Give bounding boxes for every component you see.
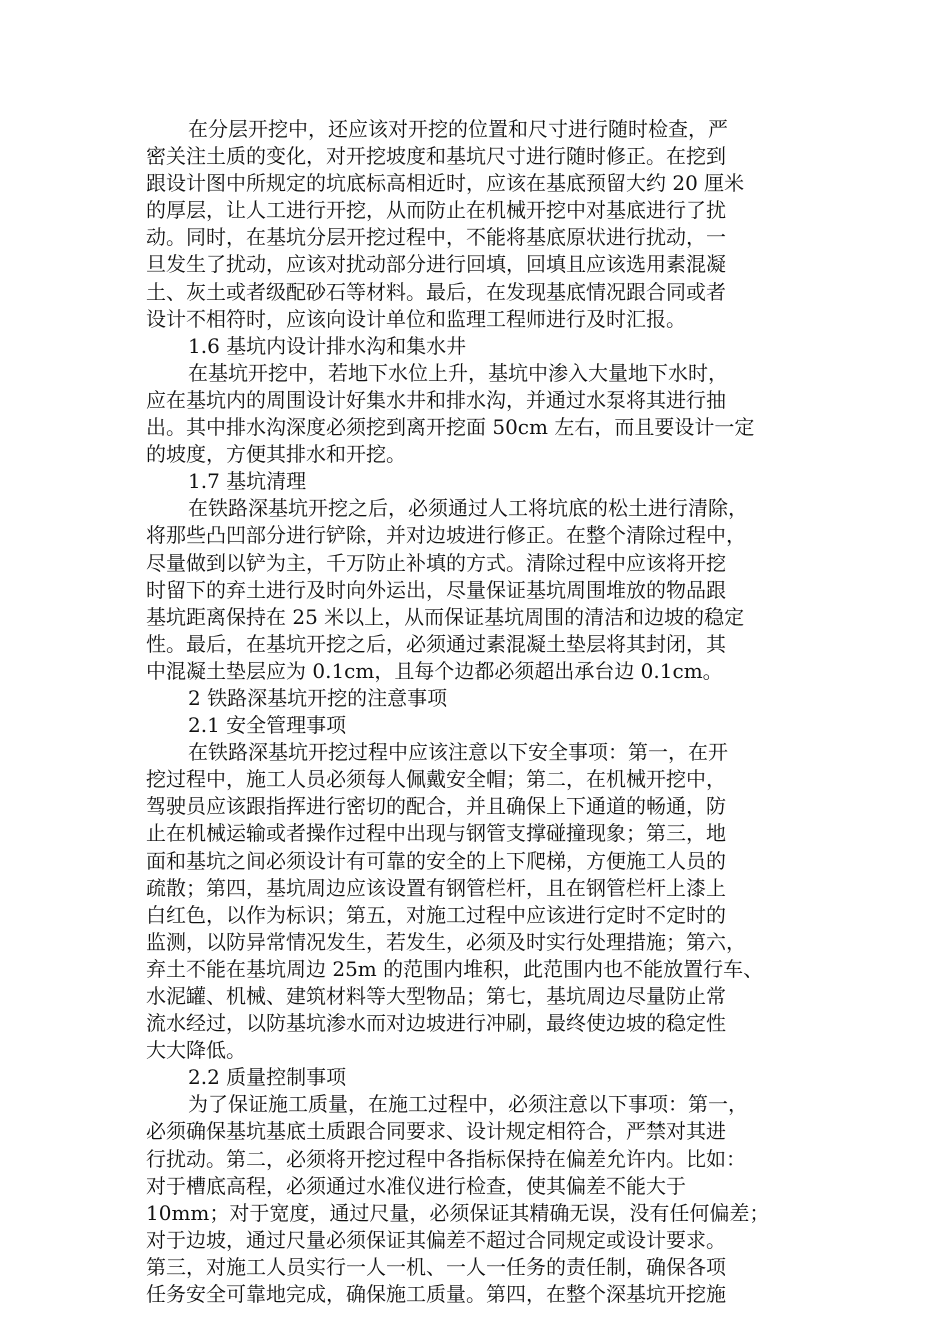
text-line: 疏散；第四，基坑周边应该设置有钢管栏杆，且在钢管栏杆上漆上 bbox=[146, 875, 726, 900]
text-line: 中混凝土垫层应为 0.1cm，且每个边都必须超出承台边 0.1cm。 bbox=[146, 658, 723, 683]
text-line: 10mm；对于宽度，通过尺量，必须保证其精确无误，没有任何偏差； bbox=[146, 1200, 770, 1225]
text-line: 将那些凸凹部分进行铲除，并对边坡进行修正。在整个清除过程中， bbox=[146, 523, 746, 548]
text-line: 1.6 基坑内设计排水沟和集水井 bbox=[188, 333, 467, 358]
text-line: 任务安全可靠地完成，确保施工质量。第四，在整个深基坑开挖施 bbox=[146, 1282, 726, 1307]
text-line: 的厚层，让人工进行开挖，从而防止在机械开挖中对基底进行了扰 bbox=[146, 198, 726, 223]
text-line: 2.1 安全管理事项 bbox=[188, 713, 347, 738]
text-line: 旦发生了扰动，应该对扰动部分进行回填，回填且应该选用素混凝 bbox=[146, 252, 726, 277]
text-line: 在铁路深基坑开挖之后，必须通过人工将坑底的松土进行清除， bbox=[188, 496, 748, 521]
text-line: 性。最后，在基坑开挖之后，必须通过素混凝土垫层将其封闭，其 bbox=[146, 631, 726, 656]
text-line: 基坑距离保持在 25 米以上，从而保证基坑周围的清洁和边坡的稳定 bbox=[146, 604, 745, 629]
text-line: 第三，对施工人员实行一人一机、一人一任务的责任制，确保各项 bbox=[146, 1254, 726, 1279]
text-line: 的坡度，方便其排水和开挖。 bbox=[146, 442, 406, 467]
text-line: 面和基坑之间必须设计有可靠的安全的上下爬梯，方便施工人员的 bbox=[146, 848, 726, 873]
text-line: 动。同时，在基坑分层开挖过程中，不能将基底原状进行扰动，一 bbox=[146, 225, 726, 250]
text-line: 密关注土质的变化，对开挖坡度和基坑尺寸进行随时修正。在挖到 bbox=[146, 144, 726, 169]
text-line: 行扰动。第二，必须将开挖过程中各指标保持在偏差允许内。比如： bbox=[146, 1146, 746, 1171]
text-line: 止在机械运输或者操作过程中出现与钢管支撑碰撞现象；第三，地 bbox=[146, 821, 726, 846]
text-line: 2 铁路深基坑开挖的注意事项 bbox=[188, 685, 448, 710]
text-line: 必须确保基坑基底土质跟合同要求、设计规定相符合，严禁对其进 bbox=[146, 1119, 726, 1144]
text-line: 白红色，以作为标识；第五，对施工过程中应该进行定时不定时的 bbox=[146, 902, 726, 927]
document-body bbox=[146, 116, 806, 1308]
text-line: 土、灰土或者级配砂石等材料。最后，在发现基底情况跟合同或者 bbox=[146, 279, 726, 304]
text-line: 1.7 基坑清理 bbox=[188, 469, 307, 494]
text-line: 弃土不能在基坑周边 25m 的范围内堆积，此范围内也不能放置行车、 bbox=[146, 956, 764, 981]
text-line: 2.2 质量控制事项 bbox=[188, 1065, 347, 1090]
text-line: 对于槽底高程，必须通过水准仪进行检查，使其偏差不能大于 bbox=[146, 1173, 686, 1198]
text-line: 大大降低。 bbox=[146, 1038, 246, 1063]
text-line: 水泥罐、机械、建筑材料等大型物品；第七，基坑周边尽量防止常 bbox=[146, 984, 726, 1008]
text-line: 出。其中排水沟深度必须挖到离开挖面 50cm 左右，而且要设计一定 bbox=[146, 415, 755, 440]
text-line: 为了保证施工质量，在施工过程中，必须注意以下事项：第一， bbox=[188, 1092, 748, 1117]
text-line: 在铁路深基坑开挖过程中应该注意以下安全事项：第一，在开 bbox=[188, 740, 728, 765]
text-line: 设计不相符时，应该向设计单位和监理工程师进行及时汇报。 bbox=[146, 306, 686, 331]
text-line: 尽量做到以铲为主，千万防止补填的方式。清除过程中应该将开挖 bbox=[146, 550, 726, 575]
text-line: 流水经过，以防基坑渗水而对边坡进行冲刷，最终使边坡的稳定性 bbox=[146, 1011, 726, 1036]
text-line: 跟设计图中所规定的坑底标高相近时，应该在基底预留大约 20 厘米 bbox=[146, 171, 745, 196]
text-line: 对于边坡，通过尺量必须保证其偏差不超过合同规定或设计要求。 bbox=[146, 1227, 726, 1252]
text-line: 监测，以防异常情况发生，若发生，必须及时实行处理措施；第六， bbox=[146, 929, 746, 954]
text-line: 在分层开挖中，还应该对开挖的位置和尺寸进行随时检查，严 bbox=[188, 117, 728, 141]
text-line: 驾驶员应该跟指挥进行密切的配合，并且确保上下通道的畅通，防 bbox=[146, 794, 726, 819]
text-line: 应在基坑内的周围设计好集水井和排水沟，并通过水泵将其进行抽 bbox=[146, 387, 726, 412]
text-line: 在基坑开挖中，若地下水位上升，基坑中渗入大量地下水时， bbox=[188, 360, 728, 385]
text-line: 挖过程中，施工人员必须每人佩戴安全帽；第二，在机械开挖中， bbox=[146, 767, 726, 792]
text-line: 时留下的弃土进行及时向外运出，尽量保证基坑周围堆放的物品跟 bbox=[146, 577, 726, 602]
